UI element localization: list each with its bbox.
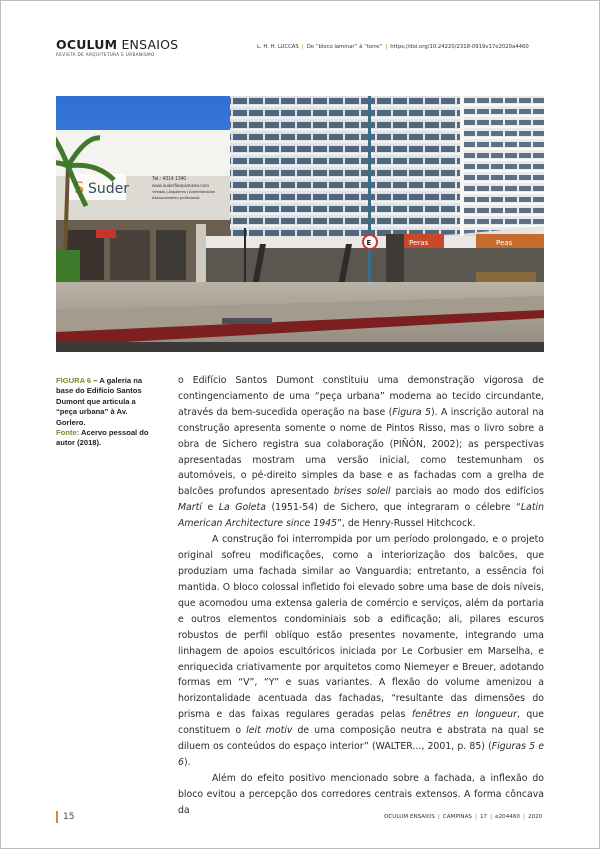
- store-sign-2: Peas: [496, 239, 513, 247]
- journal-subtitle: REVISTA DE ARQUITETURA E URBANISMO: [56, 52, 155, 57]
- page-number: 15: [63, 812, 75, 822]
- traffic-sign: E: [366, 239, 372, 247]
- suder-sign-brand: Suder: [88, 181, 130, 197]
- suder-sign-line3: Vendas | Alquileres | Administración: [152, 189, 216, 194]
- figure-6-photo: [56, 96, 544, 352]
- running-head: L. H. H. LUCCAS | Do “bloco laminar” à “torre” | https://doi.org/10.24220/2318-0919v17e2020a4460: [257, 44, 529, 50]
- running-head-title: Do “bloco laminar” à “torre”: [306, 44, 383, 50]
- journal-brand: [56, 38, 178, 57]
- figure-label: FIGURA 6: [56, 376, 92, 385]
- figure-caption: [56, 376, 152, 449]
- paragraph-2: A construção foi interrompida por um período prolongado, e o projeto original sofreu modificações, como a interiorização dos balcões, que produziam uma fachada similar ao Vanguardia; entretanto, a essência foi mantida. O bloco colossal infletido foi elevado sobre uma base de dois níveis, que acomodou uma extensa galeria de comércio e serviços, além da portaria e outros elementos condominiais sob a edificação; ali, pilares escuros robustos de perfil oblíquo estão presentes novamente, integrando uma linhagem de apoios escultóricos iniciada por Le Corbusier em Marselha, e enriquecida criativamente por arquitetos como Niemeyer e Breuer, adotando formas em “V”, “Y” e suas variantes. A flexão do volume amenizou a horizontalidade acentuada das fachadas, “resultante das dimensões do prisma e das faixas regulares geradas pelas fenêtres en longueur, que constituem o leit motiv de uma composição neutra e abstrata na qual se diluem os conteúdos do espaço interior” (WALTER..., 2001, p. 85) (Figuras 5 e 6).: [178, 534, 545, 768]
- paragraph-3: Além do efeito positivo mencionado sobre a fachada, a inflexão do bloco evitou a percepção dos corredores centrais extensos. A forma côncava da: [178, 773, 544, 816]
- journal-logo: OCULUM ENSAIOS: [56, 37, 179, 52]
- suder-sign-phone: Tel.: 4314 1340: [152, 176, 187, 182]
- suder-sign-site: www.suderfieacasnesa.com: [152, 183, 209, 188]
- caption-source: Fonte: Acervo pessoal do autor (2018).: [56, 428, 149, 448]
- running-head-doi[interactable]: https://doi.org/10.24220/2318-0919v17e2020a4460: [390, 44, 529, 50]
- suder-sign-line4: Asesoramiento profesional: [152, 195, 200, 200]
- figures-reference: Figuras 5 e 6: [178, 741, 544, 768]
- footer-accent-bar: [56, 811, 58, 823]
- figure-reference: Figura 5: [392, 406, 431, 418]
- suder-sign-letter: S: [74, 178, 85, 197]
- running-head-authors: L. H. H. LUCCAS: [257, 44, 299, 50]
- paragraph-1: o Edifício Santos Dumont constituiu uma demonstração vigorosa de contingenciamento de uma “peça urbana” moderna ao tecido circundante, através da bem-sucedida operação na base (Figura 5). A inscrição autoral na construção apresenta somente o nome de Pintos Risso, mas o livro sobre a obra de Sichero registra sua colaboração (PIÑÓN, 2002); as perspectivas apresentadas mostram uma versão inicial, como testemunham os automóveis, o pé-direito simples da base e as fachadas com a grelha de balcões profundos apresentado brises soleil parciais ao modo dos edifícios Martí e La Goleta (1951-54) de Sichero, que integraram o célebre “Latin American Architecture since 1945”, de Henry-Russel Hitchcock.: [178, 375, 545, 530]
- caption-text: FIGURA 6 – A galeria na base do Edifício Santos Dumont que articula a “peça urbana” à Av. Gorlero.: [56, 376, 143, 427]
- source-label: Fonte:: [56, 428, 80, 438]
- footer-citation: OCULUM ENSAIOS | CAMPINAS | 17 | e204460 | 2020: [384, 814, 543, 820]
- store-sign: Peras: [409, 239, 429, 247]
- article-body: [178, 373, 544, 819]
